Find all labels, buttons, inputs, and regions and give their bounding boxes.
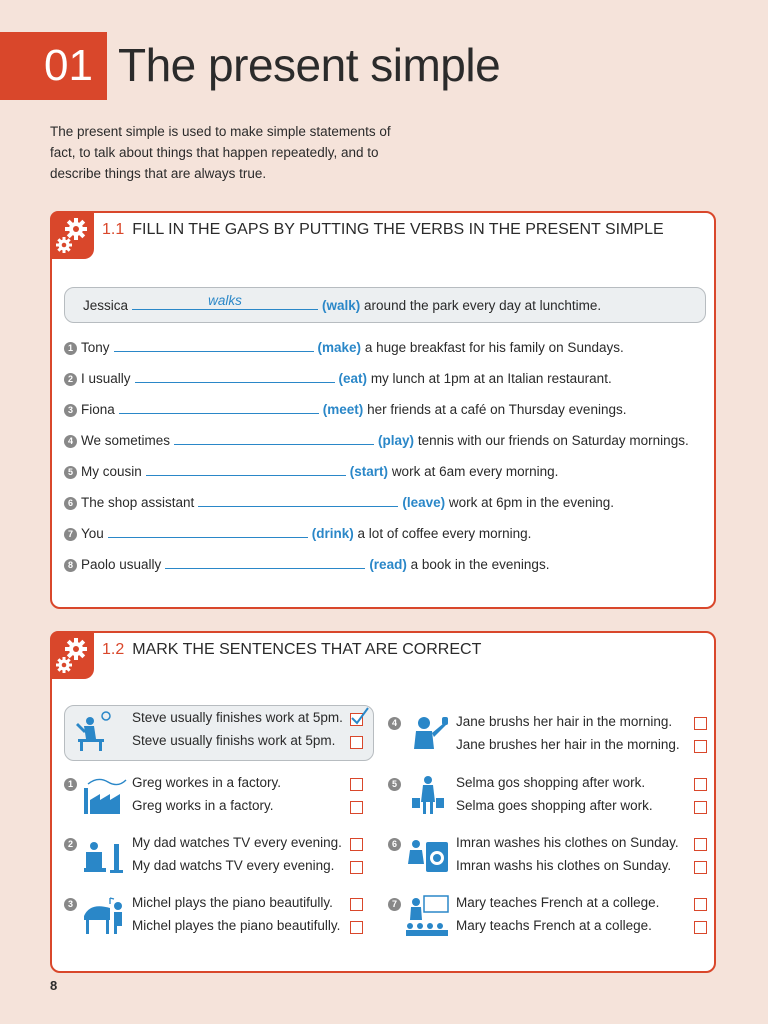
office-worker-icon [64, 709, 114, 755]
item-number: 4 [388, 717, 401, 730]
answer-blank[interactable] [114, 339, 314, 352]
hair-brushing-icon [404, 713, 454, 759]
question-number: 6 [64, 497, 77, 510]
chapter-number: 01 [0, 32, 107, 100]
example-sentence [83, 293, 602, 313]
sentence-start: Fiona [81, 402, 115, 417]
answer-blank [132, 293, 318, 310]
sentence-option-b: Jane brushes her hair in the morning. [456, 737, 680, 752]
answer-blank[interactable] [174, 432, 374, 445]
page-number: 8 [50, 978, 58, 993]
checkbox-a[interactable] [350, 898, 363, 911]
piano-icon [80, 894, 130, 940]
section-heading [102, 221, 664, 239]
sentence-option-a: Jane brushs her hair in the morning. [456, 714, 673, 729]
sentence-end: a lot of coffee every morning. [357, 526, 532, 541]
verb-hint: (drink) [311, 526, 354, 541]
answer-blank[interactable] [198, 494, 398, 507]
answer-blank[interactable] [146, 463, 346, 476]
sentence-start: We sometimes [81, 433, 171, 448]
sentence-end: work at 6am every morning. [391, 464, 559, 479]
checkbox-b[interactable] [694, 861, 707, 874]
gears-icon [50, 211, 94, 259]
sentence-option-b: Michel playes the piano beautifully. [132, 918, 341, 933]
verb-hint: (walk) [322, 298, 361, 313]
item-number: 2 [64, 838, 77, 851]
checkbox-a[interactable] [350, 778, 363, 791]
intro-text: The present simple is used to make simple statements of fact, to talk about things that happen repeatedly, and to describe things that are always true. [50, 124, 391, 181]
question-row [64, 525, 531, 541]
section-title: MARK THE SENTENCES THAT ARE CORRECT [132, 641, 482, 658]
verb-hint: (meet) [322, 402, 364, 417]
example-answer: walks [208, 293, 242, 308]
washing-machine-icon [404, 834, 454, 880]
exercise-panel-1-1 [50, 211, 716, 609]
sentence-end: tennis with our friends on Saturday mornings. [417, 433, 689, 448]
sentence-option-b: My dad watchs TV every evening. [132, 858, 335, 873]
example-box [64, 287, 706, 323]
question-number: 7 [64, 528, 77, 541]
item-number: 6 [388, 838, 401, 851]
question-row [64, 432, 689, 448]
item-number: 5 [388, 778, 401, 791]
verb-hint: (read) [369, 557, 407, 572]
sentence-start: Jessica [83, 298, 129, 313]
checkbox-a[interactable] [694, 717, 707, 730]
sentence-end: around the park every day at lunchtime. [364, 298, 602, 313]
page-title: The present simple [118, 39, 501, 91]
section-title: FILL IN THE GAPS BY PUTTING THE VERBS IN THE PRESENT SIMPLE [132, 221, 664, 238]
verb-hint: (leave) [402, 495, 446, 510]
verb-hint: (make) [317, 340, 362, 355]
sentence-option-b: Mary teachs French at a college. [456, 918, 652, 933]
question-row [64, 401, 626, 417]
checkbox-b[interactable] [350, 801, 363, 814]
question-number: 1 [64, 342, 77, 355]
question-number: 4 [64, 435, 77, 448]
sentence-option-a: Mary teaches French at a college. [456, 895, 660, 910]
verb-hint: (start) [349, 464, 389, 479]
sentence-option-a: Imran washes his clothes on Sunday. [456, 835, 679, 850]
sentence-option-b: Selma goes shopping after work. [456, 798, 653, 813]
sentence-start: My cousin [81, 464, 142, 479]
checkbox-a[interactable] [694, 838, 707, 851]
checkbox-b[interactable] [694, 740, 707, 753]
checkbox-b[interactable] [694, 801, 707, 814]
sentence-option-a: Michel plays the piano beautifully. [132, 895, 333, 910]
question-row [64, 370, 612, 386]
sentence-option-b: Greg works in a factory. [132, 798, 274, 813]
section-number: 1.2 [102, 641, 125, 658]
item-number: 1 [64, 778, 77, 791]
question-number: 2 [64, 373, 77, 386]
checkbox-b[interactable] [350, 861, 363, 874]
answer-blank[interactable] [165, 556, 365, 569]
sentence-option-a: My dad watches TV every evening. [132, 835, 342, 850]
checkbox-b[interactable] [350, 736, 363, 749]
checkbox-a[interactable] [350, 838, 363, 851]
item-number: 7 [388, 898, 401, 911]
question-row [64, 556, 549, 572]
sentence-start: Tony [81, 340, 110, 355]
checkbox-a[interactable] [350, 713, 363, 726]
verb-hint: (eat) [338, 371, 368, 386]
answer-blank[interactable] [135, 370, 335, 383]
gears-icon [50, 631, 94, 679]
checkbox-b[interactable] [694, 921, 707, 934]
sentence-end: a book in the evenings. [410, 557, 550, 572]
section-heading [102, 641, 481, 659]
item-number: 3 [64, 898, 77, 911]
question-number: 8 [64, 559, 77, 572]
sentence-option-b: Imran washs his clothes on Sunday. [456, 858, 672, 873]
sentence-start: The shop assistant [81, 495, 195, 510]
factory-icon [80, 774, 130, 820]
sentence-option-a: Steve usually finishes work at 5pm. [132, 710, 343, 725]
sentence-start: You [81, 526, 104, 541]
sentence-end: work at 6pm in the evening. [448, 495, 614, 510]
checkbox-b[interactable] [350, 921, 363, 934]
checkmark-icon [350, 706, 370, 726]
question-number: 3 [64, 404, 77, 417]
teacher-icon [404, 894, 454, 940]
sentence-end: her friends at a café on Thursday evenings. [367, 402, 627, 417]
sentence-start: Paolo usually [81, 557, 162, 572]
sentence-option-a: Greg workes in a factory. [132, 775, 282, 790]
tv-watching-icon [80, 834, 130, 880]
sentence-end: a huge breakfast for his family on Sundays. [364, 340, 624, 355]
checkbox-a[interactable] [694, 898, 707, 911]
question-row [64, 463, 558, 479]
sentence-option-b: Steve usually finishs work at 5pm. [132, 733, 336, 748]
shopping-icon [404, 774, 454, 820]
sentence-start: I usually [81, 371, 131, 386]
sentence-option-a: Selma gos shopping after work. [456, 775, 646, 790]
sentence-end: my lunch at 1pm at an Italian restaurant. [370, 371, 612, 386]
answer-blank[interactable] [119, 401, 319, 414]
question-row [64, 494, 614, 510]
question-row [64, 339, 624, 355]
checkbox-a[interactable] [694, 778, 707, 791]
answer-blank[interactable] [108, 525, 308, 538]
section-number: 1.1 [102, 221, 125, 238]
verb-hint: (play) [378, 433, 415, 448]
question-number: 5 [64, 466, 77, 479]
exercise-panel-1-2 [50, 631, 716, 973]
